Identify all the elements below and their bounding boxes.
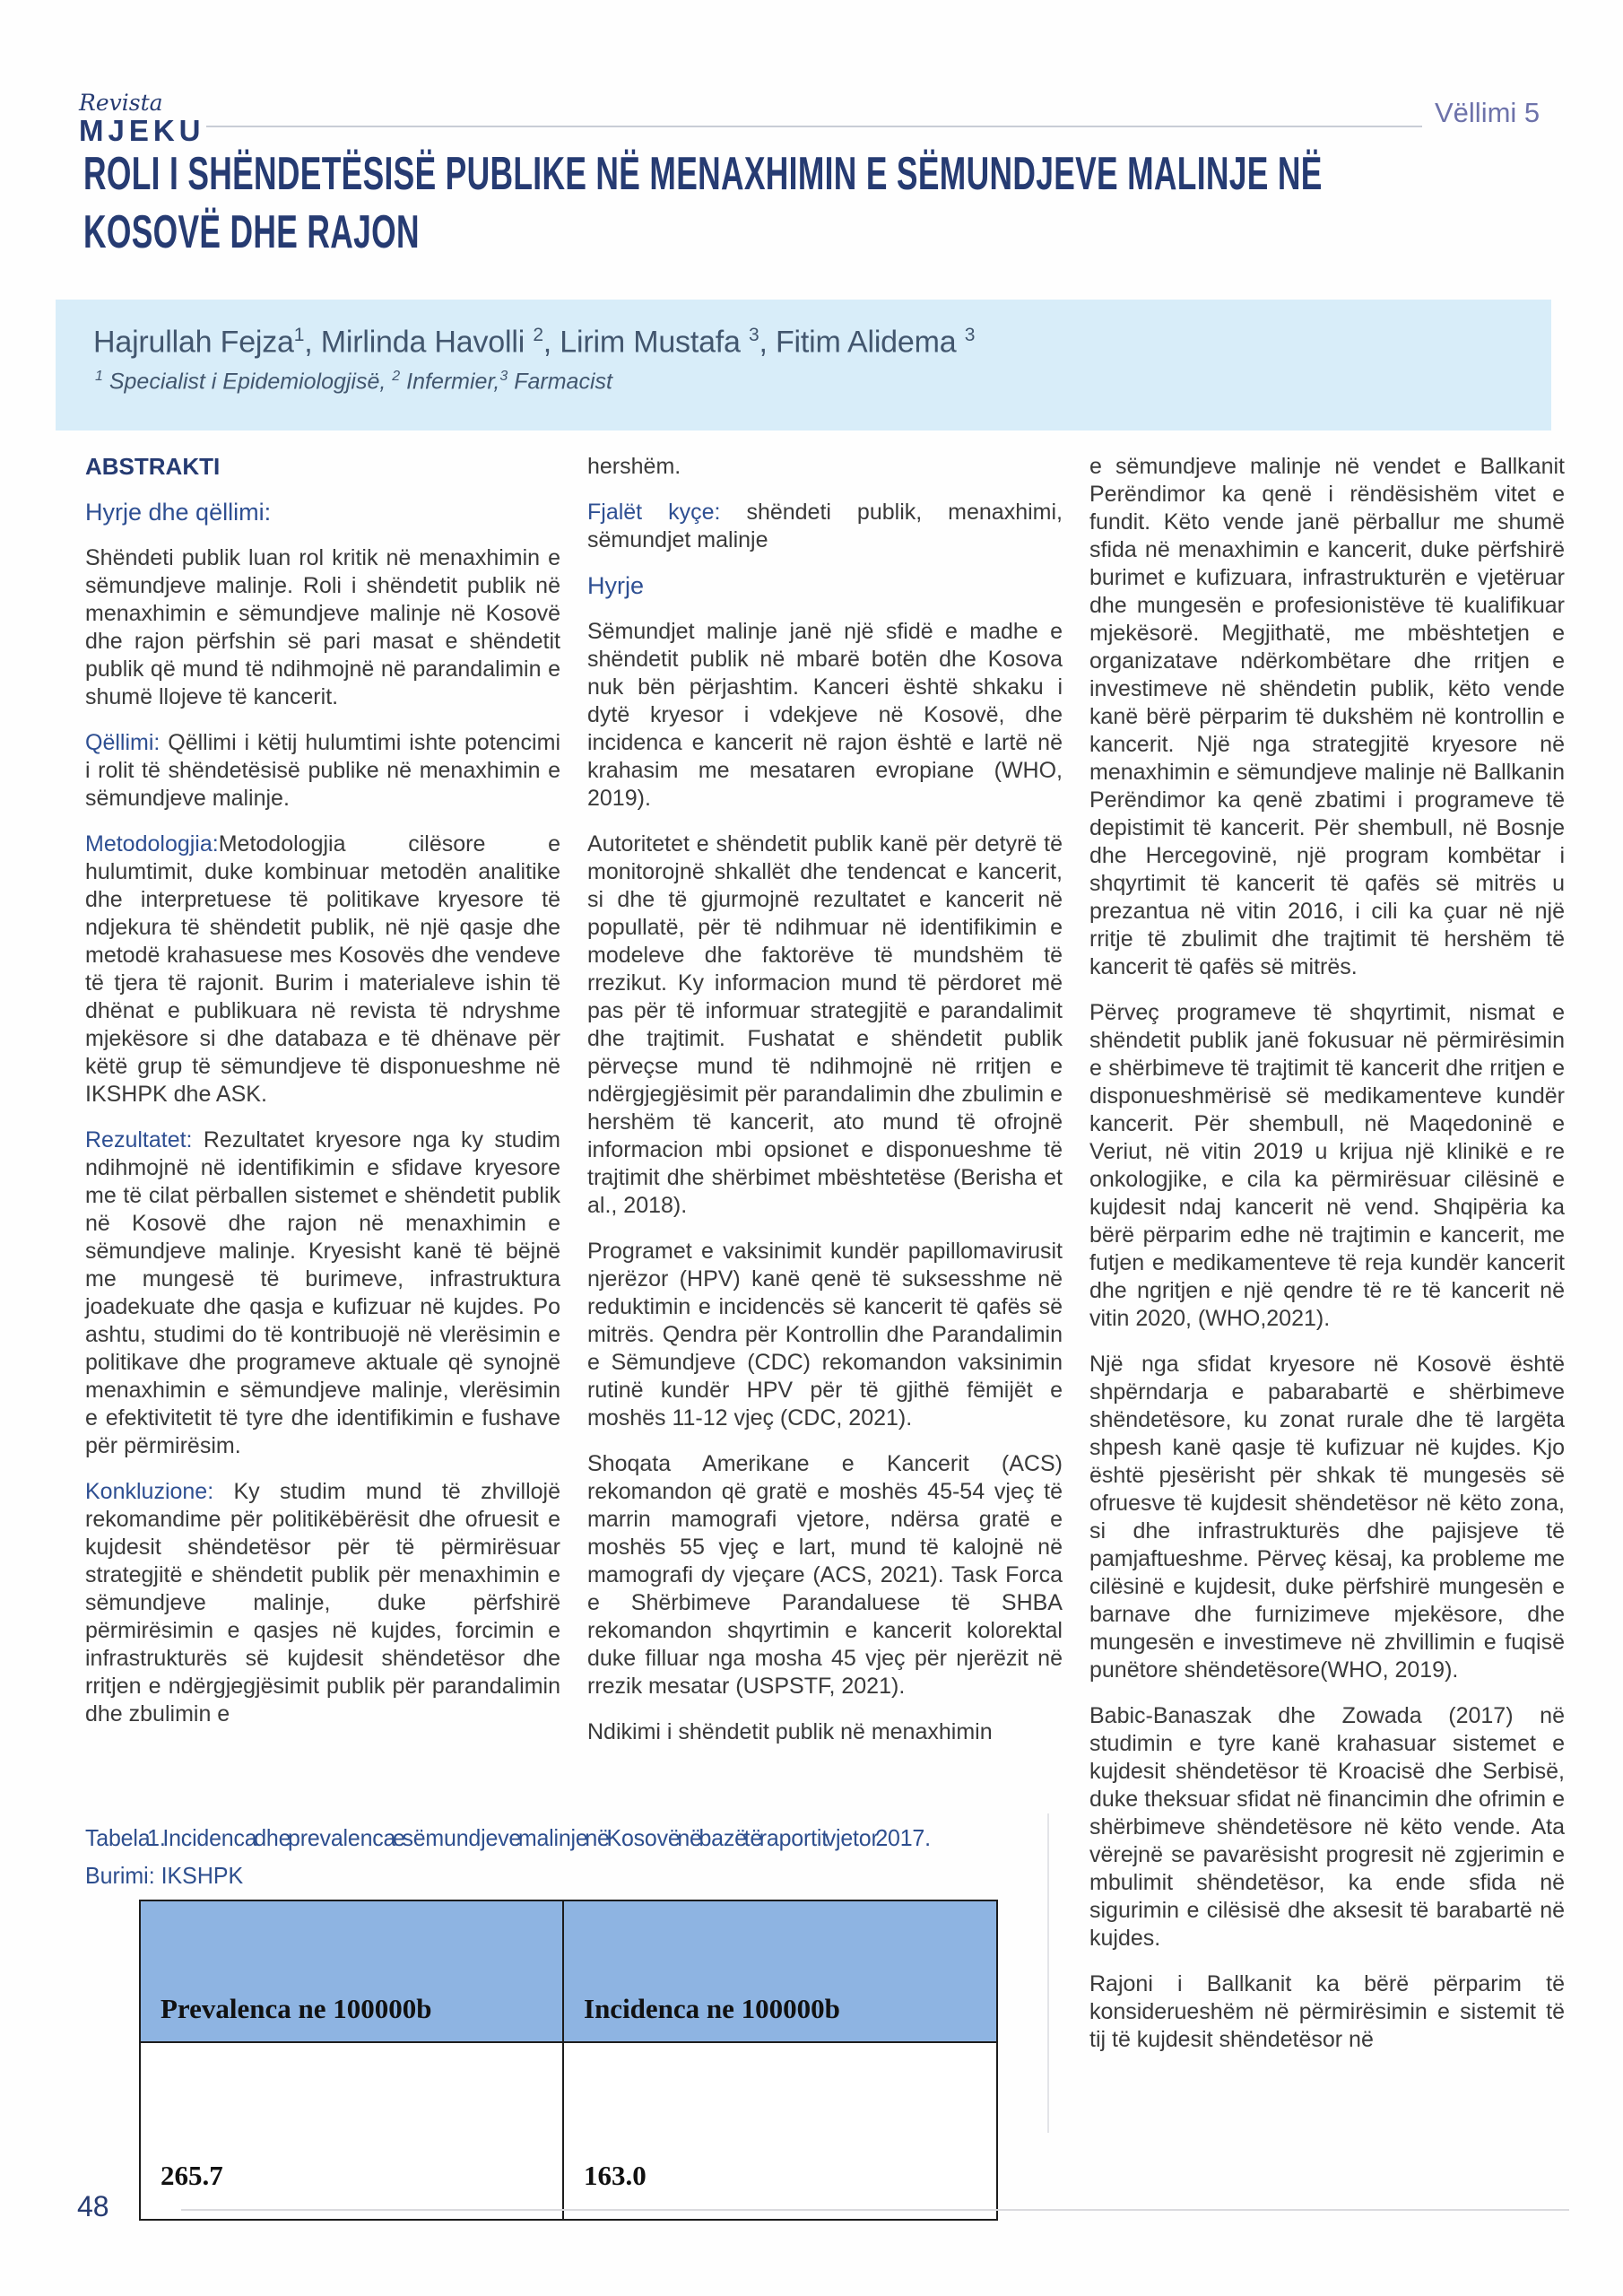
table-cell-incidenca-value: 163.0 — [563, 2042, 997, 2220]
middle-column — [587, 453, 1063, 1764]
paragraph-lead: Qëllimi: — [85, 730, 161, 755]
paragraph — [587, 1718, 1063, 1746]
author-sup: 3 — [749, 325, 759, 345]
table-caption-line1: Tabela 1. Incidenca dhe prevalenca e sëmundjeve malinje në Kosovë në bazë të raportit vjetor 2017. — [85, 1824, 931, 1851]
paragraph — [1089, 1970, 1565, 2054]
table-caption — [85, 1819, 1152, 1894]
volume-label: Vëllimi 5 — [1435, 97, 1541, 128]
article-title — [83, 145, 1623, 262]
paragraph-text: Përveç programeve të shqyrtimit, nismat e shëndetit publik janë fokusuar në përmirësimin e shërbimeve të trajtimit të kancerit dhe rritjen e disponueshmërisë së medikamenteve kundër kancerit. Për shembull, në Maqedoninë e Veriut, në vitin 2019 u krijua një klinikë e re onkologjike, e cila ka përmirësuar cilësinë e kujdesit ndaj kancerit në vend. Shqipëria ka bërë përparim edhe në trajtimin e kancerit, me futjen e medikamenteve të reja kundër kancerit dhe ngritjen e një qendre të re të kancerit në vitin 2020, (WHO,2021). — [1089, 1000, 1565, 1331]
page-number: 48 — [77, 2190, 109, 2222]
paragraph-text: Shoqata Amerikane e Kancerit (ACS) rekomandon që gratë e moshës 45-54 vjeç të marrin mamografi vjetore, ndërsa gratë e moshës 55 vjeç e lart, mund të kalojnë në mamografi dy vjeçare (ACS, 2021). Task Forca e Shërbimeve Parandaluese të SHBA rekomandon shqyrtimin e kancerit kolorektal duke filluar nga mosha 45 vjeç për njerëzit në rrezik mesatar (USPSTF, 2021). — [587, 1451, 1063, 1699]
paragraph-text: Babic-Banaszak dhe Zowada (2017) në studimin e tyre kanë krahasuar sistemet e kujdesit shëndetësor të Kroacisë dhe Serbisë, duke theksuar sfidat në financimin dhe ofrimin e shërbimeve shëndetësore në këto vende. Ata vërejnë se pavarësisht progresit në zgjerimin e mbulimit shëndetësor, ka ende sfida në sigurimin e cilësisë dhe aksesit të barabartë në kujdes. — [1089, 1703, 1565, 1951]
paragraph-text: Sëmundjet malinje janë një sfidë e madhe e shëndetit publik në mbarë botën dhe Kosova nuk bën përjashtim. Kanceri është shkaku i dytë kryesor i vdekjeve në Kosovë, dhe incidenca e kancerit në rajon është e lartë në krahasim me mesataren evropiane (WHO, 2019). — [587, 619, 1063, 811]
affiliation-sup: 2 — [392, 369, 401, 385]
paragraph — [587, 1238, 1063, 1432]
right-column — [1089, 453, 1565, 2072]
paragraph-text: Programet e vaksinimit kundër papillomavirusit njerëzor (HPV) kanë qenë të suksesshme në reduktimin e incidencës së kancerit të qafës së mitrës. Qendra për Kontrollin dhe Parandalimin e Sëmundjeve (CDC) rekomandon vaksinimin rutinë kundër HPV për të gjithë fëmijët e moshës 11-12 vjeç (CDC, 2021). — [587, 1239, 1063, 1431]
affiliation-text: Farmacist — [508, 369, 612, 395]
paragraph-continuation — [587, 453, 1063, 481]
scan-artifact-line — [1047, 1813, 1049, 2133]
header-rule — [206, 126, 1422, 127]
author-sup: 1 — [293, 325, 305, 345]
paragraph — [587, 618, 1063, 813]
paragraph-text: Qëllimi i këtij hulumtimi ishte potencimi i rolit të shëndetësisë publike në menaxhimin e sëmundjeve malinje. — [85, 730, 560, 811]
abstract-column — [85, 453, 560, 1746]
paragraph-text: Rajoni i Ballkanit ka bërë përparim të konsiderueshëm në përmirësimin e sistemit të tij të kujdesit shëndetësor në — [1089, 1971, 1565, 2052]
paragraph — [587, 1450, 1063, 1700]
journal-logo-name: MJEKU — [79, 114, 205, 147]
journal-logo — [79, 91, 205, 147]
affiliation-text: Infermier, — [400, 369, 500, 395]
paragraph-text: Shëndeti publik luan rol kritik në menaxhimin e sëmundjeve malinje. Roli i shëndetit publik në menaxhimin e sëmundjeve malinje në Kosovë dhe rajon përfshin së pari masat e shëndetit publik që mund të ndihmojnë në parandalimin e shumë llojeve të kancerit. — [85, 545, 560, 709]
keywords-line — [587, 499, 1063, 554]
author-sup: 3 — [964, 325, 976, 345]
paragraph — [1089, 1351, 1565, 1684]
paragraph-text: Metodologjia cilësore e hulumtimit, duke kombinuar metodën analitike dhe interpretuese të politikave kryesore të ndjekura të shëndetit publik, në një qasje dhe metodë krahasuese mes Kosovës dhe vendeve të tjera të rajonit. Burim i materialeve ishin të dhënat e publikuara në revista të ndryshme mjekësore si dhe databaza e të dhënave për këtë grup të sëmundjeve të disponueshme në IKSHPK dhe ASK. — [85, 831, 560, 1107]
paragraph-text: Ky studim mund të zhvillojë rekomandime për politikëbërësit dhe ofruesit e kujdesit shëndetësor për të përmirësuar strategjitë e shëndetit publik për menaxhimin e sëmundjeve malinje, duke përfshirë përmirësimin e qasjes në kujdes, forcimin e infrastrukturës së kujdesit shëndetësor dhe rritjen e ndërgjegjësimit publik për parandalimin dhe zbulimin e — [85, 1479, 560, 1726]
paragraph-text: Një nga sfidat kryesore në Kosovë është shpërndarja e pabarabartë e shërbimeve shëndetësore, ku zonat rurale dhe të largëta shpesh kanë qasje të kufizuar në kujdes. Kjo është pjesërisht për shkak të mungesës së ofruesve të kujdesit shëndetësor në këto zona, si dhe infrastrukturës dhe pajisjeve të pamjaftueshme. Përveç kësaj, ka probleme me cilësinë e kujdesit, duke përfshirë mungesën e barnave dhe furnizimeve mjekësore, dhe mungesën e investimeve në zhvillimin e fuqisë punëtore shëndetësore(WHO, 2019). — [1089, 1352, 1565, 1683]
paragraph — [587, 831, 1063, 1220]
author-name: , Mirlinda Havolli — [304, 325, 534, 360]
author-affiliations — [95, 369, 1551, 395]
keywords-text: shëndeti publik, menaxhimi, sëmundjet malinje — [587, 500, 1063, 552]
affiliation-text: Specialist i Epidemiologjisë, — [102, 369, 393, 395]
heading-hyrje: Hyrje — [587, 572, 645, 599]
paragraph-lead: Konkluzione: — [85, 1479, 214, 1504]
footer-rule — [181, 2209, 1569, 2211]
paragraph-text: Autoritetet e shëndetit publik kanë për detyrë të monitorojnë shkallët dhe tendencat e kancerit, si dhe të gjurmojnë rezultatet e kancerit në popullatë, për të ndihmuar në identifikimin e modeleve dhe faktorëve të mundshëm të rrezikut. Ky informacion mund të përdoret më pas për të informuar strategjitë e parandalimit dhe trajtimit. Fushatat e shëndetit publik përveçse mund të ndihmojnë në rritjen e ndërgjegjësimit për parandalimin dhe zbulimin e hershëm të kancerit, ato mund të ofrojnë informacion mbi opsionet e disponueshme të trajtimit dhe shërbimet mbështetëse (Berisha et al., 2018). — [587, 831, 1063, 1218]
table-caption-source: Burimi: IKSHPK — [85, 1862, 244, 1889]
author-name: Hajrullah Fejza — [93, 325, 294, 360]
paragraph-text: Rezultatet kryesore nga ky studim ndihmojnë në identifikimin e sfidave kryesore me të cilat përballen sistemet e shëndetit publik në Kosovë dhe rajon në menaxhimin e sëmundjeve malinje. Kryesisht kanë të bëjnë me mungesë të burimeve, infrastruktura joadekuate dhe qasja e kufizuar në kujdes. Po ashtu, studimi do të kontribuojë në vlerësimin e politikave dhe programeve aktuale që synojnë menaxhimin e sëmundjeve malinje, vlerësimin e efektivitetit të tyre dhe identifikimin e fushave për përmirësim. — [85, 1127, 560, 1458]
paragraph — [85, 1478, 560, 1728]
table-row — [140, 2042, 997, 2220]
keywords-lead: Fjalët kyçe: — [587, 500, 721, 525]
paragraph — [1089, 1702, 1565, 1952]
table-header-row — [140, 1900, 997, 2042]
paragraph-text: e sëmundjeve malinje në vendet e Ballkanit Perëndimor ka qenë i rëndësishëm vitet e fundit. Këto vende janë përballur me shumë sfida në menaxhimin e kancerit, duke përfshirë burimet e kufizuara, infrastrukturën e vjetëruar dhe mungesën e profesionistëve të kualifikuar mjekësorë. Megjithatë, me mbështetjen e organizatave ndërkombëtare dhe rritjen e investimeve në shëndetin publik, këto vende kanë bërë përparim të dukshëm në kontrollin e kancerit. Një nga strategjitë kryesore në menaxhimin e sëmundjeve malinje në Ballkanin Perëndimor ka qenë zbatimi i programeve të depistimit të kancerit. Për shembull, në Bosnje dhe Hercegovinë, një program kombëtar i shqyrtimit të kancerit të qafës së mitrës u prezantua në vitin 2016, i cili ka çuar në një rritje të zbulimit dhe trajtimit të hershëm të kancerit të qafës së mitrës. — [1089, 454, 1565, 979]
table-header-incidenca: Incidenca ne 100000b — [563, 1900, 997, 2042]
affiliation-sup: 3 — [499, 369, 508, 385]
paragraph — [85, 729, 560, 813]
incidence-prevalence-table — [139, 1900, 998, 2221]
article-title-line2: KOSOVË DHE RAJON — [83, 206, 420, 258]
paragraph — [1089, 999, 1565, 1333]
paragraph — [1089, 453, 1565, 981]
table-header-prevalenca: Prevalenca ne 100000b — [140, 1900, 563, 2042]
table-cell-prevalenca-value: 265.7 — [140, 2042, 563, 2220]
paragraph-text: hershëm. — [587, 454, 681, 479]
affiliation-sup: 1 — [95, 369, 103, 385]
paragraph-lead: Metodologjia: — [85, 831, 219, 857]
author-names — [93, 325, 1551, 360]
paragraph — [85, 831, 560, 1109]
heading-hyrje-dhe-qellimi: Hyrje dhe qëllimi: — [85, 499, 272, 526]
section-label-abstrakti: ABSTRAKTI — [85, 453, 221, 480]
author-name: , Fitim Alidema — [759, 325, 965, 360]
author-sup: 2 — [533, 325, 543, 345]
author-name: , Lirim Mustafa — [542, 325, 749, 360]
journal-logo-script: Revista — [79, 90, 163, 116]
article-title-line1: ROLI I SHËNDETËSISË PUBLIKE NË MENAXHIMIN E SËMUNDJEVE MALINJE NË — [83, 148, 1323, 200]
paragraph-lead: Rezultatet: — [85, 1127, 193, 1152]
authors-box — [56, 300, 1551, 430]
paragraph-text: Ndikimi i shëndetit publik në menaxhimin — [587, 1719, 993, 1744]
paragraph — [85, 544, 560, 711]
paragraph — [85, 1126, 560, 1460]
